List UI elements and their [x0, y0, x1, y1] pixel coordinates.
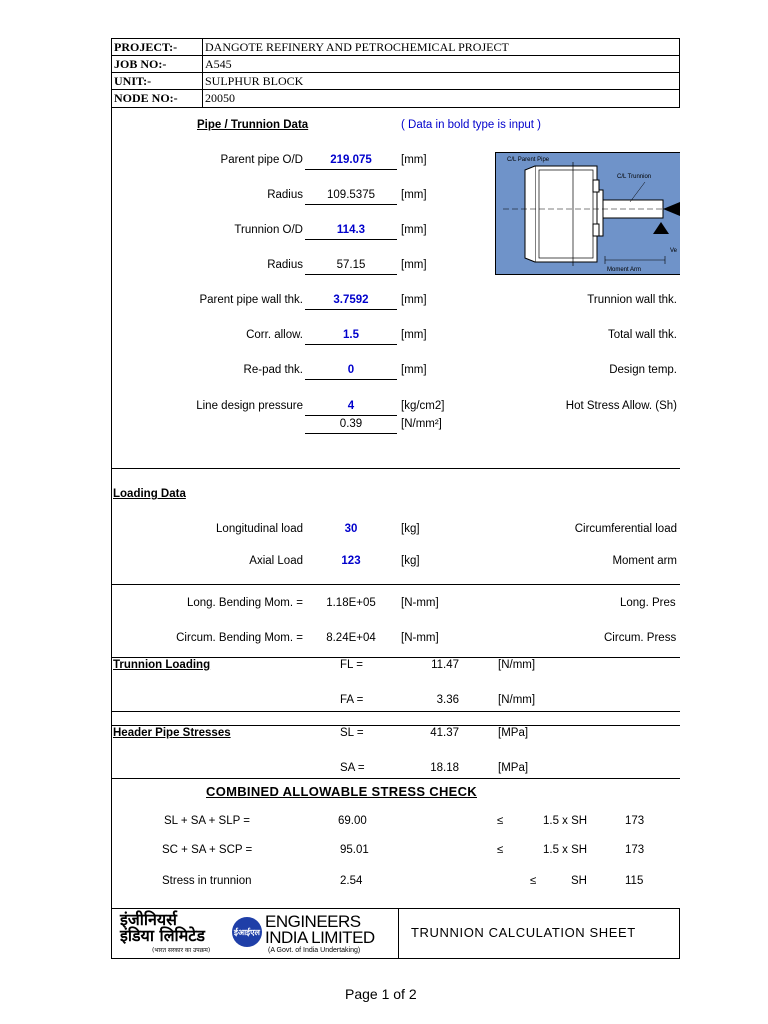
loading-title: Loading Data	[113, 488, 186, 500]
combined-row2-label: SC + SA + SCP =	[162, 844, 253, 856]
radius-unit: [mm]	[401, 189, 427, 201]
combined-row3-allow: 115	[625, 875, 644, 887]
sl-unit: [MPa]	[498, 727, 529, 739]
company-logo	[116, 911, 394, 956]
trunnion-radius-unit: [mm]	[401, 259, 427, 271]
wall-thk-value: 3.7592	[333, 294, 369, 306]
job-label: JOB NO:-	[114, 57, 167, 71]
trunnion-radius-value: 57.15	[336, 259, 366, 271]
pipe-section-title: Pipe / Trunnion Data	[197, 119, 309, 131]
pressure-converted-value: 0.39	[339, 418, 363, 430]
repad-value: 0	[347, 364, 355, 376]
axial-load-label: Axial Load	[249, 555, 303, 567]
parent-od-unit: [mm]	[401, 154, 427, 166]
pressure-label: Line design pressure	[196, 400, 303, 412]
combined-row2-value: 95.01	[340, 844, 369, 856]
sa-value: 18.18	[430, 762, 459, 774]
trunnion-wall-thk-label: Trunnion wall thk.	[587, 294, 677, 306]
repad-label: Re-pad thk.	[243, 364, 303, 376]
long-press-label: Long. Pres	[620, 597, 676, 609]
axial-load-unit: [kg]	[401, 555, 420, 567]
moment-arm-label: Moment arm	[612, 555, 677, 567]
hot-stress-allow-label: Hot Stress Allow. (Sh)	[565, 400, 677, 412]
sl-value: 41.37	[430, 727, 459, 739]
pressure-unit: [kg/cm2]	[401, 400, 445, 412]
combined-check-title: COMBINED ALLOWABLE STRESS CHECK	[206, 784, 477, 799]
long-load-value: 30	[344, 523, 358, 535]
logo-english-line2: INDIA LIMITED	[265, 928, 375, 947]
fl-value: 11.47	[431, 659, 459, 671]
design-temp-label: Design temp.	[609, 364, 677, 376]
logo-hindi-line1: इंजीनियर्स	[120, 910, 177, 929]
logo-english-line1: ENGINEERS	[265, 912, 361, 931]
wall-thk-label: Parent pipe wall thk.	[199, 294, 303, 306]
combined-row3-value: 2.54	[340, 875, 363, 887]
fa-value: 3.36	[436, 694, 459, 706]
unit-label: UNIT:-	[114, 74, 152, 88]
parent-od-label: Parent pipe O/D	[220, 154, 303, 166]
unit-value: SULPHUR BLOCK	[205, 74, 304, 88]
node-label: NODE NO:-	[114, 91, 178, 105]
radius-label: Radius	[267, 189, 303, 201]
sheet-title: TRUNNION CALCULATION SHEET	[411, 925, 636, 940]
diagram-parent-label: C/L Parent Pipe	[507, 157, 550, 163]
long-load-label: Longitudinal load	[216, 523, 303, 535]
combined-row1-allow: 173	[625, 815, 645, 827]
axial-load-value: 123	[341, 555, 361, 567]
diagram-ve-label: Ve	[670, 248, 678, 254]
input-note: ( Data in bold type is input )	[401, 119, 541, 131]
circ-bending-value: 8.24E+04	[326, 632, 376, 644]
trunnion-radius-label: Radius	[267, 259, 303, 271]
project-label: PROJECT:-	[114, 40, 178, 54]
parent-od-value: 219.075	[330, 154, 372, 166]
long-bending-unit: [N-mm]	[401, 597, 439, 609]
fa-label: FA =	[340, 694, 364, 706]
trunnion-od-label: Trunnion O/D	[234, 224, 303, 236]
trunnion-loading-title: Trunnion Loading	[113, 659, 211, 671]
circ-bending-label: Circum. Bending Mom. =	[176, 632, 303, 644]
pressure-converted-unit: [N/mm²]	[401, 418, 442, 430]
header-stresses-title: Header Pipe Stresses	[113, 727, 231, 739]
logo-english-sub: (A Govt. of India Undertaking)	[268, 947, 361, 954]
long-bending-label: Long. Bending Mom. =	[186, 597, 303, 609]
combined-row1-limit: 1.5 x SH	[543, 815, 588, 827]
circ-bending-unit: [N-mm]	[401, 632, 439, 644]
trunnion-od-value: 114.3	[336, 224, 366, 236]
corr-allow-value: 1.5	[343, 329, 359, 341]
trunnion-od-unit: [mm]	[401, 224, 427, 236]
long-bending-value: 1.18E+05	[326, 597, 376, 609]
combined-row2-symbol: ≤	[497, 844, 504, 856]
fl-label: FL =	[340, 659, 363, 671]
job-value: A545	[205, 57, 232, 71]
logo-hindi-sub: (भारत सरकार का उपक्रम)	[152, 947, 211, 954]
combined-row1-value: 69.00	[338, 815, 367, 827]
pressure-value: 4	[347, 400, 355, 412]
combined-row1-label: SL + SA + SLP =	[164, 815, 250, 827]
sl-label: SL =	[340, 727, 364, 739]
long-load-unit: [kg]	[401, 523, 420, 535]
trunnion-diagram	[495, 152, 680, 275]
project-value: DANGOTE REFINERY AND PETROCHEMICAL PROJECT	[205, 40, 509, 54]
circ-press-label: Circum. Press	[604, 632, 677, 644]
node-value: 20050	[205, 91, 235, 105]
combined-row1-symbol: ≤	[497, 815, 504, 827]
corr-allow-label: Corr. allow.	[246, 329, 303, 341]
sa-label: SA =	[340, 762, 365, 774]
sa-unit: [MPa]	[498, 762, 529, 774]
combined-row2-limit: 1.5 x SH	[543, 844, 588, 856]
diagram-moment-label: Moment Arm	[607, 267, 642, 273]
corr-allow-unit: [mm]	[401, 329, 427, 341]
diagram-trunnion-label: C/L Trunnion	[617, 174, 652, 180]
combined-row3-label: Stress in trunnion	[162, 875, 252, 887]
logo-hindi-line2: इंडिया लिमिटेड	[120, 926, 205, 945]
fa-unit: [N/mm]	[498, 694, 536, 706]
radius-value: 109.5375	[327, 189, 375, 201]
trunnion-diagram-drawing	[495, 152, 680, 275]
combined-row3-limit: SH	[571, 875, 587, 887]
wall-thk-unit: [mm]	[401, 294, 427, 306]
repad-unit: [mm]	[401, 364, 427, 376]
combined-row2-allow: 173	[625, 844, 645, 856]
logo-badge-icon: ईआईएल	[232, 917, 262, 947]
total-wall-thk-label: Total wall thk.	[607, 329, 677, 341]
combined-row3-symbol: ≤	[530, 875, 537, 887]
fl-unit: [N/mm]	[498, 659, 536, 671]
circ-load-label: Circumferential load	[574, 523, 677, 535]
page-number: Page 1 of 2	[345, 986, 417, 1002]
